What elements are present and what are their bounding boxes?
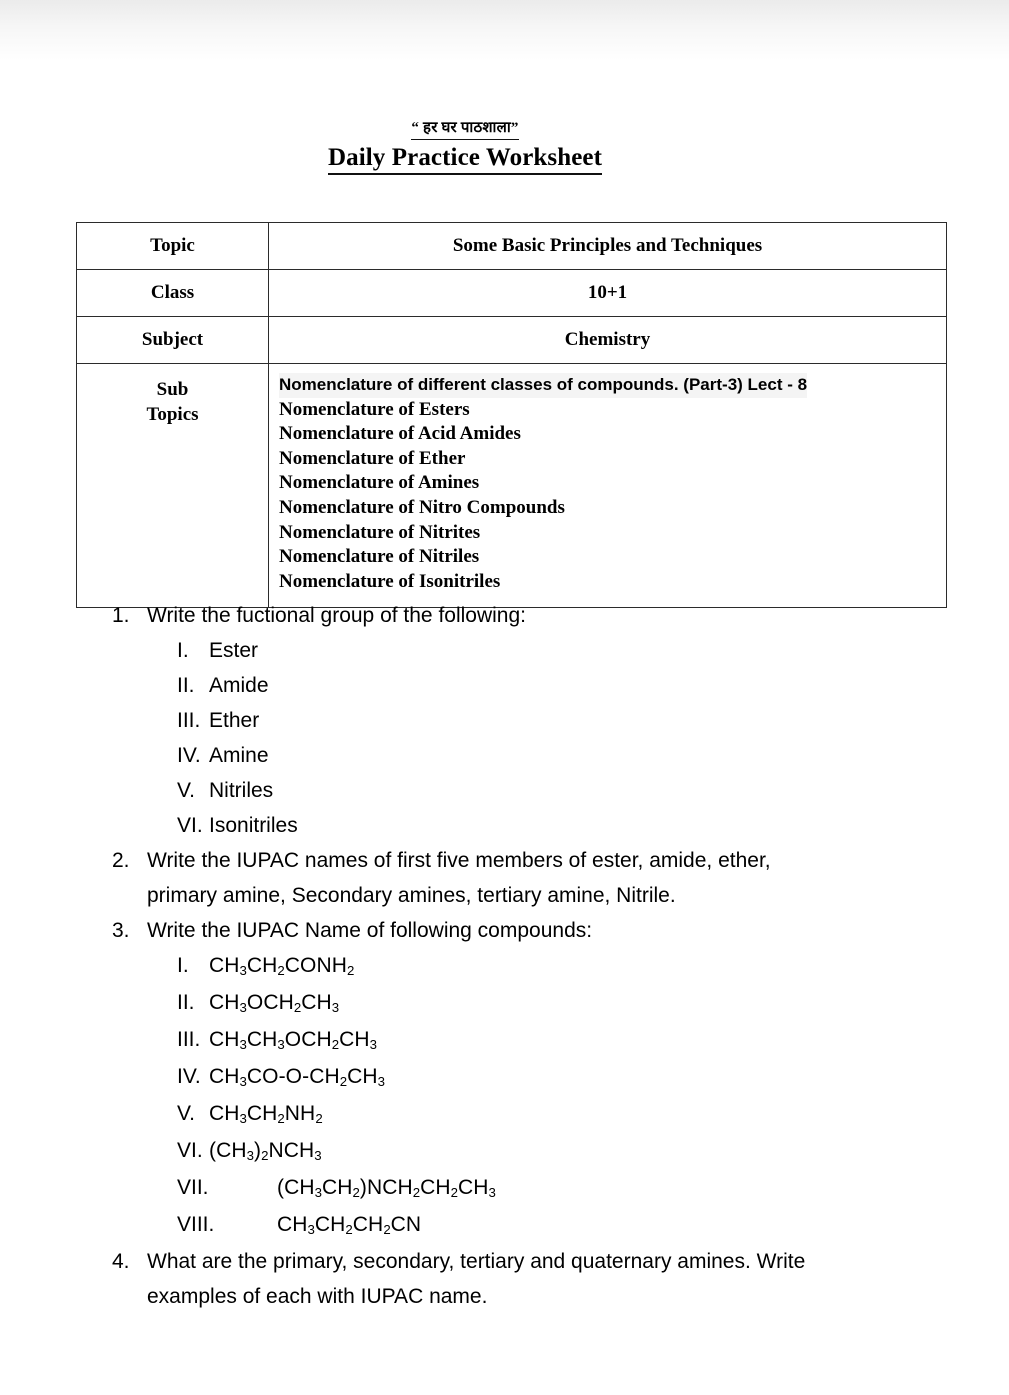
table-row-class [77, 270, 947, 317]
subtopic-item-amines: Nomenclature of Amines [279, 472, 480, 494]
question-3-formula-ii-value: $CH_3OCH_2CH_3$ [209, 991, 340, 1016]
info-label-subtopics-line1: Sub [156, 379, 189, 400]
question-3 [0, 913, 1009, 948]
question-2-text-line2: primary amine, Secondary amines, tertiary amine, Nitrile. [147, 884, 676, 907]
info-label-class: Class [77, 270, 269, 317]
question-4-text [147, 1244, 937, 1314]
subtopic-item-isonitriles: Nomenclature of Isonitriles [279, 570, 501, 592]
question-1-text: Write the fuctional group of the following: [147, 604, 526, 627]
question-1-subitem-ii-text: Amide [209, 674, 269, 697]
question-2-number: 2. [112, 849, 130, 872]
question-1-subitem-v-text: Nitriles [209, 779, 274, 802]
question-1-subitem-i-marker: I. [177, 639, 189, 662]
question-1-subitem-v-marker: V. [177, 779, 195, 802]
question-3-formula-vii-value: $(CH_3CH_2)NCH_2CH_2CH_3$ [277, 1176, 496, 1201]
question-3-number: 3. [112, 919, 130, 942]
subtopic-item-lecture-heading: Nomenclature of different classes of compounds. (Part-3) Lect - 8 [279, 373, 807, 398]
question-3-formula-i-marker: I. [177, 954, 189, 977]
info-value-subject: Chemistry [269, 317, 947, 364]
info-value-class: 10+1 [269, 270, 947, 317]
question-3-formula-viii-value: $CH_3CH_2CH_2CN$ [277, 1213, 422, 1238]
question-3-formula-vi-value: $(CH_3)_2NCH_3$ [209, 1139, 322, 1164]
header-hindi-line-wrap [0, 118, 930, 140]
question-1-subitem-vi-marker: VI. [177, 814, 203, 837]
question-3-formula-iii-marker: III. [177, 1028, 201, 1051]
questions-list [0, 598, 1009, 1314]
page-top-gradient [0, 0, 1009, 60]
question-1-subitem-iv [0, 738, 1009, 773]
page-title: Daily Practice Worksheet [328, 143, 602, 175]
question-1-subitem-i-text: Ester [209, 639, 259, 662]
subtopic-item-ether: Nomenclature of Ether [279, 447, 466, 469]
question-1-subitem-ii [0, 668, 1009, 703]
subtopic-item-esters: Nomenclature of Esters [279, 398, 470, 420]
question-1-subitem-v [0, 773, 1009, 808]
question-3-formula-iii-value: $CH_3CH_3OCH_2CH_3$ [209, 1028, 377, 1053]
subtopic-item-nitrites: Nomenclature of Nitrites [279, 521, 481, 543]
question-1-subitem-vi-text: Isonitriles [209, 814, 298, 837]
info-label-subtopics [77, 364, 269, 608]
question-3-text: Write the IUPAC Name of following compounds: [147, 919, 593, 942]
info-value-subtopics [269, 364, 947, 608]
question-3-formula-v-marker: V. [177, 1102, 195, 1125]
question-3-formula-iv-value: $CH_3CO-O-CH_2CH_3$ [209, 1065, 385, 1090]
question-1 [0, 598, 1009, 633]
header-title-wrap [0, 143, 930, 175]
info-label-subject: Subject [77, 317, 269, 364]
subtopic-item-nitriles: Nomenclature of Nitriles [279, 546, 480, 568]
question-1-number: 1. [112, 604, 130, 627]
question-3-formula-i-value: $CH_3CH_2CONH_2$ [209, 954, 355, 979]
question-3-formula-v [0, 1096, 1009, 1133]
question-3-formula-vi-marker: VI. [177, 1139, 203, 1162]
question-1-subitem-i [0, 633, 1009, 668]
question-3-formula-iv-marker: IV. [177, 1065, 201, 1088]
info-table-body [77, 223, 947, 608]
question-3-formula-ii [0, 985, 1009, 1022]
question-3-formula-i [0, 948, 1009, 985]
question-4-text-line1: What are the primary, secondary, tertiary and quaternary amines. Write [147, 1250, 806, 1273]
question-1-subitem-iv-text: Amine [209, 744, 269, 767]
table-row-subtopics [77, 364, 947, 608]
question-4 [0, 1244, 1009, 1314]
question-3-formula-viii [0, 1207, 1009, 1244]
subtopic-item-nitro-compounds: Nomenclature of Nitro Compounds [279, 496, 565, 518]
question-1-subitem-iv-marker: IV. [177, 744, 201, 767]
document-header [0, 118, 930, 175]
question-3-formula-vi [0, 1133, 1009, 1170]
question-1-subitem-vi [0, 808, 1009, 843]
question-4-text-line2: examples of each with IUPAC name. [147, 1285, 488, 1308]
question-2 [0, 843, 1009, 913]
question-1-subitem-ii-marker: II. [177, 674, 195, 697]
info-label-topic: Topic [77, 223, 269, 270]
question-3-formula-viii-marker: VIII. [177, 1213, 215, 1236]
info-value-topic: Some Basic Principles and Techniques [269, 223, 947, 270]
question-4-number: 4. [112, 1250, 130, 1273]
question-3-formula-vii-marker: VII. [177, 1176, 209, 1199]
question-2-text-line1: Write the IUPAC names of first five members of ester, amide, ether, [147, 849, 771, 872]
question-1-subitem-iii-text: Ether [209, 709, 260, 732]
header-hindi-motto: “ हर घर पाठशाला” [411, 118, 518, 140]
question-3-formula-iii [0, 1022, 1009, 1059]
info-label-subtopics-line2: Topics [146, 404, 199, 425]
question-3-formula-iv [0, 1059, 1009, 1096]
question-3-formula-vii [0, 1170, 1009, 1207]
table-row-subject [77, 317, 947, 364]
subtopic-item-acid-amides: Nomenclature of Acid Amides [279, 423, 521, 445]
question-3-formula-v-value: $CH_3CH_2NH_2$ [209, 1102, 323, 1127]
question-3-formula-ii-marker: II. [177, 991, 195, 1014]
table-row-topic [77, 223, 947, 270]
question-2-text [147, 843, 937, 913]
question-1-subitem-iii-marker: III. [177, 709, 201, 732]
worksheet-info-table [76, 222, 947, 608]
question-1-subitem-iii [0, 703, 1009, 738]
